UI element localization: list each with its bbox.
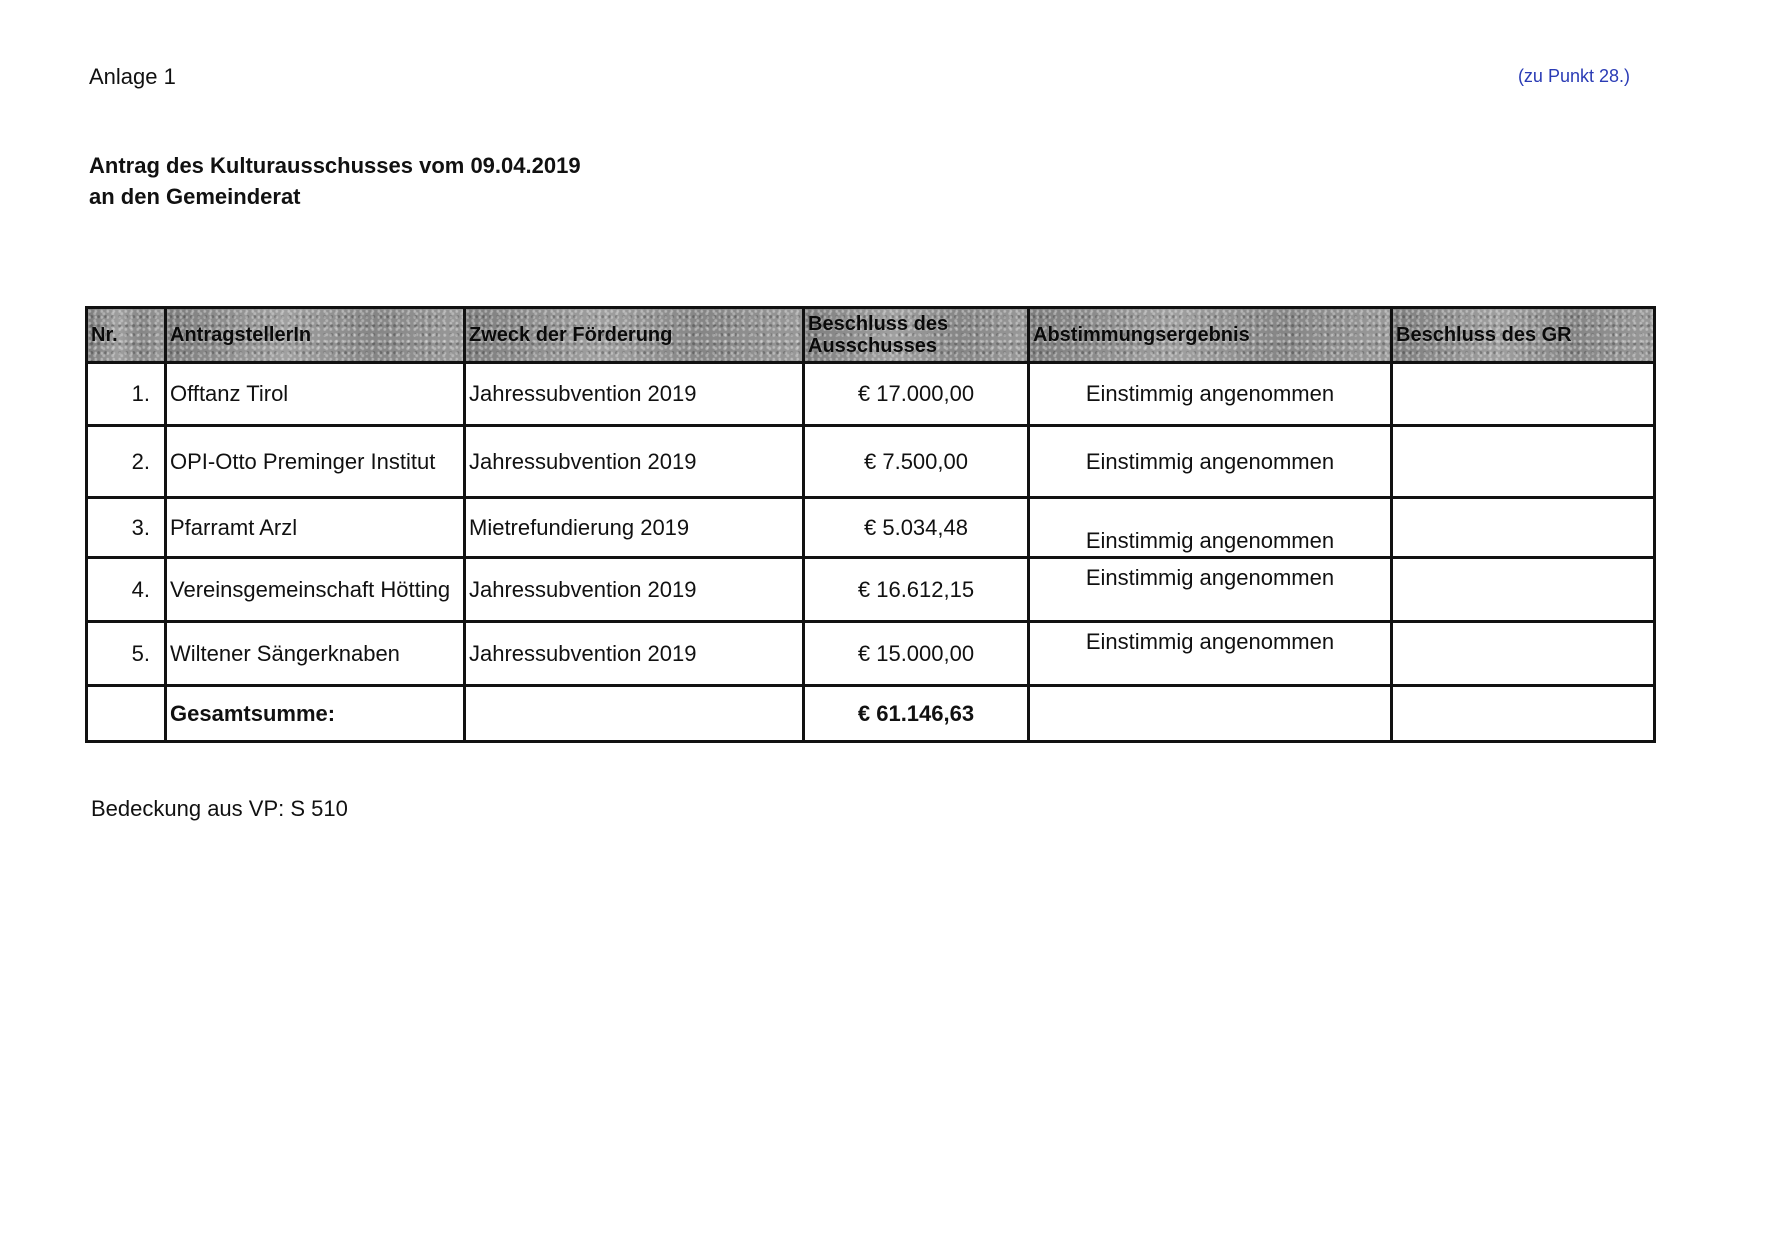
cell-nr: 5. [87, 622, 166, 686]
cell-council-empty [1392, 686, 1655, 742]
title-line-1: Antrag des Kulturausschusses vom 09.04.2019 [89, 153, 581, 178]
cell-purpose: Jahressubvention 2019 [465, 622, 804, 686]
cell-nr-empty [87, 686, 166, 742]
cell-applicant: OPI-Otto Preminger Institut [166, 426, 465, 498]
table-row [87, 363, 1655, 426]
document-title [89, 150, 581, 212]
cell-applicant: Offtanz Tirol [166, 363, 465, 426]
total-amount: € 61.146,63 [804, 686, 1029, 742]
cell-nr: 4. [87, 558, 166, 622]
cell-purpose: Mietrefundierung 2019 [465, 498, 804, 558]
cell-purpose: Jahressubvention 2019 [465, 558, 804, 622]
cell-applicant: Wiltener Sängerknaben [166, 622, 465, 686]
cell-result: Einstimmig angenommen [1029, 498, 1392, 558]
cell-result-empty [1029, 686, 1392, 742]
header-purpose: Zweck der Förderung [465, 308, 804, 363]
total-label: Gesamtsumme: [166, 686, 465, 742]
cell-amount: € 16.612,15 [804, 558, 1029, 622]
cell-result: Einstimmig angenommen [1029, 622, 1392, 686]
cell-council [1392, 622, 1655, 686]
cell-council [1392, 426, 1655, 498]
cell-nr: 3. [87, 498, 166, 558]
cell-council [1392, 558, 1655, 622]
header-council-decision: Beschluss des GR [1392, 308, 1655, 363]
cell-applicant: Vereinsgemeinschaft Hötting [166, 558, 465, 622]
cell-council [1392, 363, 1655, 426]
grant-table [85, 306, 1656, 743]
table-row [87, 426, 1655, 498]
cell-amount: € 17.000,00 [804, 363, 1029, 426]
cell-council [1392, 498, 1655, 558]
header-vote-result: Abstimmungsergebnis [1029, 308, 1392, 363]
cell-result: Einstimmig angenommen [1029, 426, 1392, 498]
attachment-label: Anlage 1 [89, 64, 176, 89]
cell-result: Einstimmig angenommen [1029, 558, 1392, 622]
cell-amount: € 15.000,00 [804, 622, 1029, 686]
cell-purpose: Jahressubvention 2019 [465, 426, 804, 498]
cell-applicant: Pfarramt Arzl [166, 498, 465, 558]
cell-result: Einstimmig angenommen [1029, 363, 1392, 426]
table-header-row [87, 308, 1655, 363]
table-row [87, 622, 1655, 686]
coverage-note: Bedeckung aus VP: S 510 [91, 796, 348, 821]
agenda-reference: (zu Punkt 28.) [1517, 66, 1630, 86]
header-applicant: AntragstellerIn [166, 308, 465, 363]
header-nr: Nr. [87, 308, 166, 363]
cell-purpose-empty [465, 686, 804, 742]
cell-amount: € 7.500,00 [804, 426, 1029, 498]
table-total-row [87, 686, 1655, 742]
cell-nr: 1. [87, 363, 166, 426]
header-committee-decision: Beschluss des Ausschusses [804, 308, 1029, 363]
cell-purpose: Jahressubvention 2019 [465, 363, 804, 426]
title-line-2: an den Gemeinderat [89, 184, 301, 209]
cell-amount: € 5.034,48 [804, 498, 1029, 558]
cell-nr: 2. [87, 426, 166, 498]
table-row [87, 498, 1655, 558]
table-row [87, 558, 1655, 622]
